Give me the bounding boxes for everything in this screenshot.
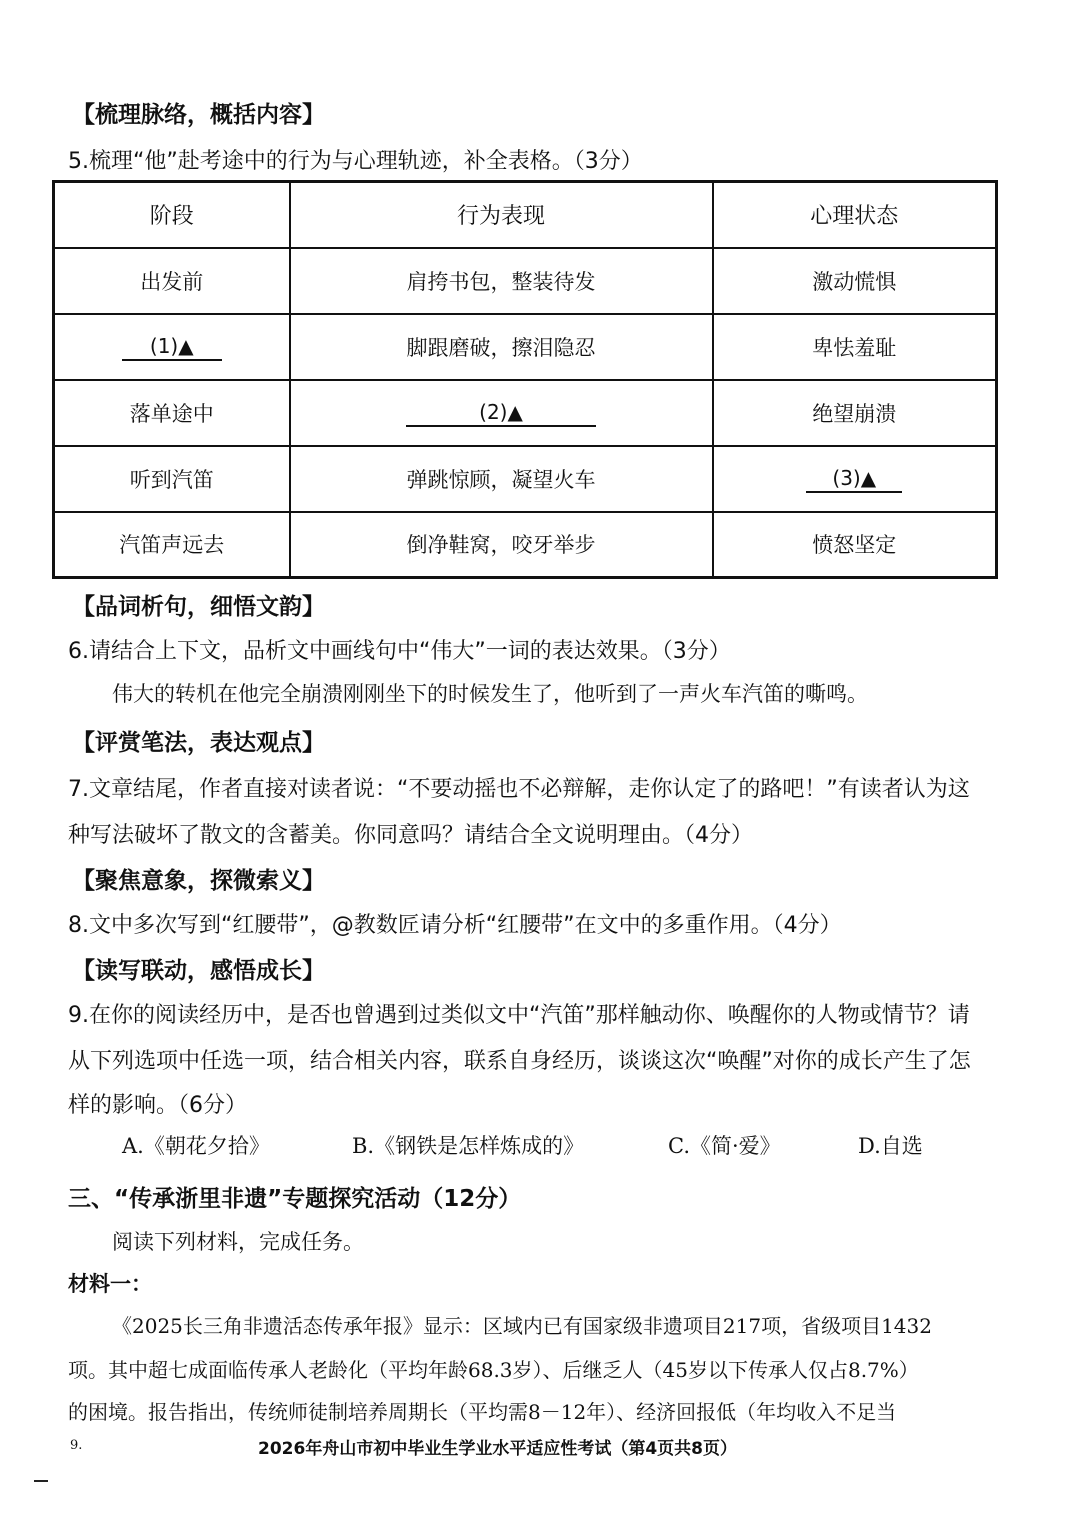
table-cell xyxy=(54,314,290,380)
table-header-behavior: 行为表现 xyxy=(290,182,713,248)
material-line-2: 项。其中超七成面临传承人老龄化（平均年龄68.3岁）、后继乏人（45岁以下传承人仅占8.7%） xyxy=(68,1358,919,1382)
answer-table xyxy=(52,180,998,579)
question-6: 6.请结合上下文，品析文中画线句中“伟大”一词的表达效果。（3分） xyxy=(68,639,731,664)
question-6-quote: 伟大的转机在他完全崩溃刚刚坐下的时候发生了，他听到了一声火车汽笛的嘶鸣。 xyxy=(112,682,868,706)
question-7-line2: 种写法破坏了散文的含蓄美。你同意吗？请结合全文说明理由。（4分） xyxy=(68,823,753,848)
table-cell: 卑怯羞耻 xyxy=(713,314,997,380)
section-heading-imagery: 【聚焦意象，探微索义】 xyxy=(72,868,325,894)
table-cell: 弹跳惊顾，凝望火车 xyxy=(290,446,713,512)
blank-3[interactable]: (3)▲ xyxy=(806,465,902,493)
option-c[interactable]: C.《简·爱》 xyxy=(668,1134,781,1158)
section-heading-style: 【评赏笔法，表达观点】 xyxy=(72,730,325,756)
option-a[interactable]: A.《朝花夕拾》 xyxy=(122,1134,270,1158)
table-row xyxy=(54,446,997,512)
table-cell: 听到汽笛 xyxy=(54,446,290,512)
table-cell: 落单途中 xyxy=(54,380,290,446)
option-d[interactable]: D.自选 xyxy=(858,1134,923,1158)
section-heading-words: 【品词析句，细悟文韵】 xyxy=(72,594,325,620)
page-mark: 9. xyxy=(70,1438,83,1453)
table-row xyxy=(54,248,997,314)
table-cell: 出发前 xyxy=(54,248,290,314)
table-cell: 倒净鞋窝，咬牙举步 xyxy=(290,512,713,578)
material-line-3: 的困境。报告指出，传统师徒制培养周期长（平均需8－12年）、经济回报低（年均收入不足当 xyxy=(68,1400,897,1424)
question-9-line1: 9.在你的阅读经历中，是否也曾遇到过类似文中“汽笛”那样触动你、唤醒你的人物或情节？请 xyxy=(68,1003,970,1028)
table-row xyxy=(54,314,997,380)
material-label: 材料一： xyxy=(68,1271,152,1296)
blank-2[interactable]: (2)▲ xyxy=(406,399,596,427)
table-header-row xyxy=(54,182,997,248)
part-3-instruction: 阅读下列材料，完成任务。 xyxy=(112,1230,364,1254)
table-cell: 肩挎书包，整装待发 xyxy=(290,248,713,314)
table-row xyxy=(54,380,997,446)
table-cell: 汽笛声远去 xyxy=(54,512,290,578)
table-header-mood: 心理状态 xyxy=(713,182,997,248)
question-9-line2: 从下列选项中任选一项，结合相关内容，联系自身经历，谈谈这次“唤醒”对你的成长产生了怎 xyxy=(68,1049,971,1074)
table-cell: 脚跟磨破，擦泪隐忍 xyxy=(290,314,713,380)
table-row xyxy=(54,512,997,578)
question-7-line1: 7.文章结尾，作者直接对读者说：“不要动摇也不必辩解，走你认定了的路吧！”有读者认为这 xyxy=(68,777,970,802)
margin-dash xyxy=(34,1480,48,1482)
question-8: 8.文中多次写到“红腰带”，@教数匠请分析“红腰带”在文中的多重作用。（4分） xyxy=(68,913,842,938)
table-cell: 激动慌惧 xyxy=(713,248,997,314)
option-b[interactable]: B.《钢铁是怎样炼成的》 xyxy=(352,1134,585,1158)
blank-1[interactable]: (1)▲ xyxy=(122,333,222,361)
material-line-1: 《2025长三角非遗活态传承年报》显示：区域内已有国家级非遗项目217项，省级项目1432 xyxy=(112,1314,932,1338)
section-heading-reading: 【读写联动，感悟成长】 xyxy=(72,958,325,984)
table-cell xyxy=(713,446,997,512)
section-heading-sort: 【梳理脉络，概括内容】 xyxy=(72,102,325,128)
table-header-stage: 阶段 xyxy=(54,182,290,248)
part-3-heading: 三、“传承浙里非遗”专题探究活动（12分） xyxy=(68,1186,522,1212)
table-cell: 愤怒坚定 xyxy=(713,512,997,578)
question-9-line3: 样的影响。（6分） xyxy=(68,1093,247,1118)
page-footer: 2026年舟山市初中毕业生学业水平适应性考试（第4页共8页） xyxy=(258,1439,737,1459)
table-cell xyxy=(290,380,713,446)
table-cell: 绝望崩溃 xyxy=(713,380,997,446)
question-5: 5.梳理“他”赴考途中的行为与心理轨迹，补全表格。（3分） xyxy=(68,149,643,174)
question-9-options xyxy=(0,1130,1080,1160)
